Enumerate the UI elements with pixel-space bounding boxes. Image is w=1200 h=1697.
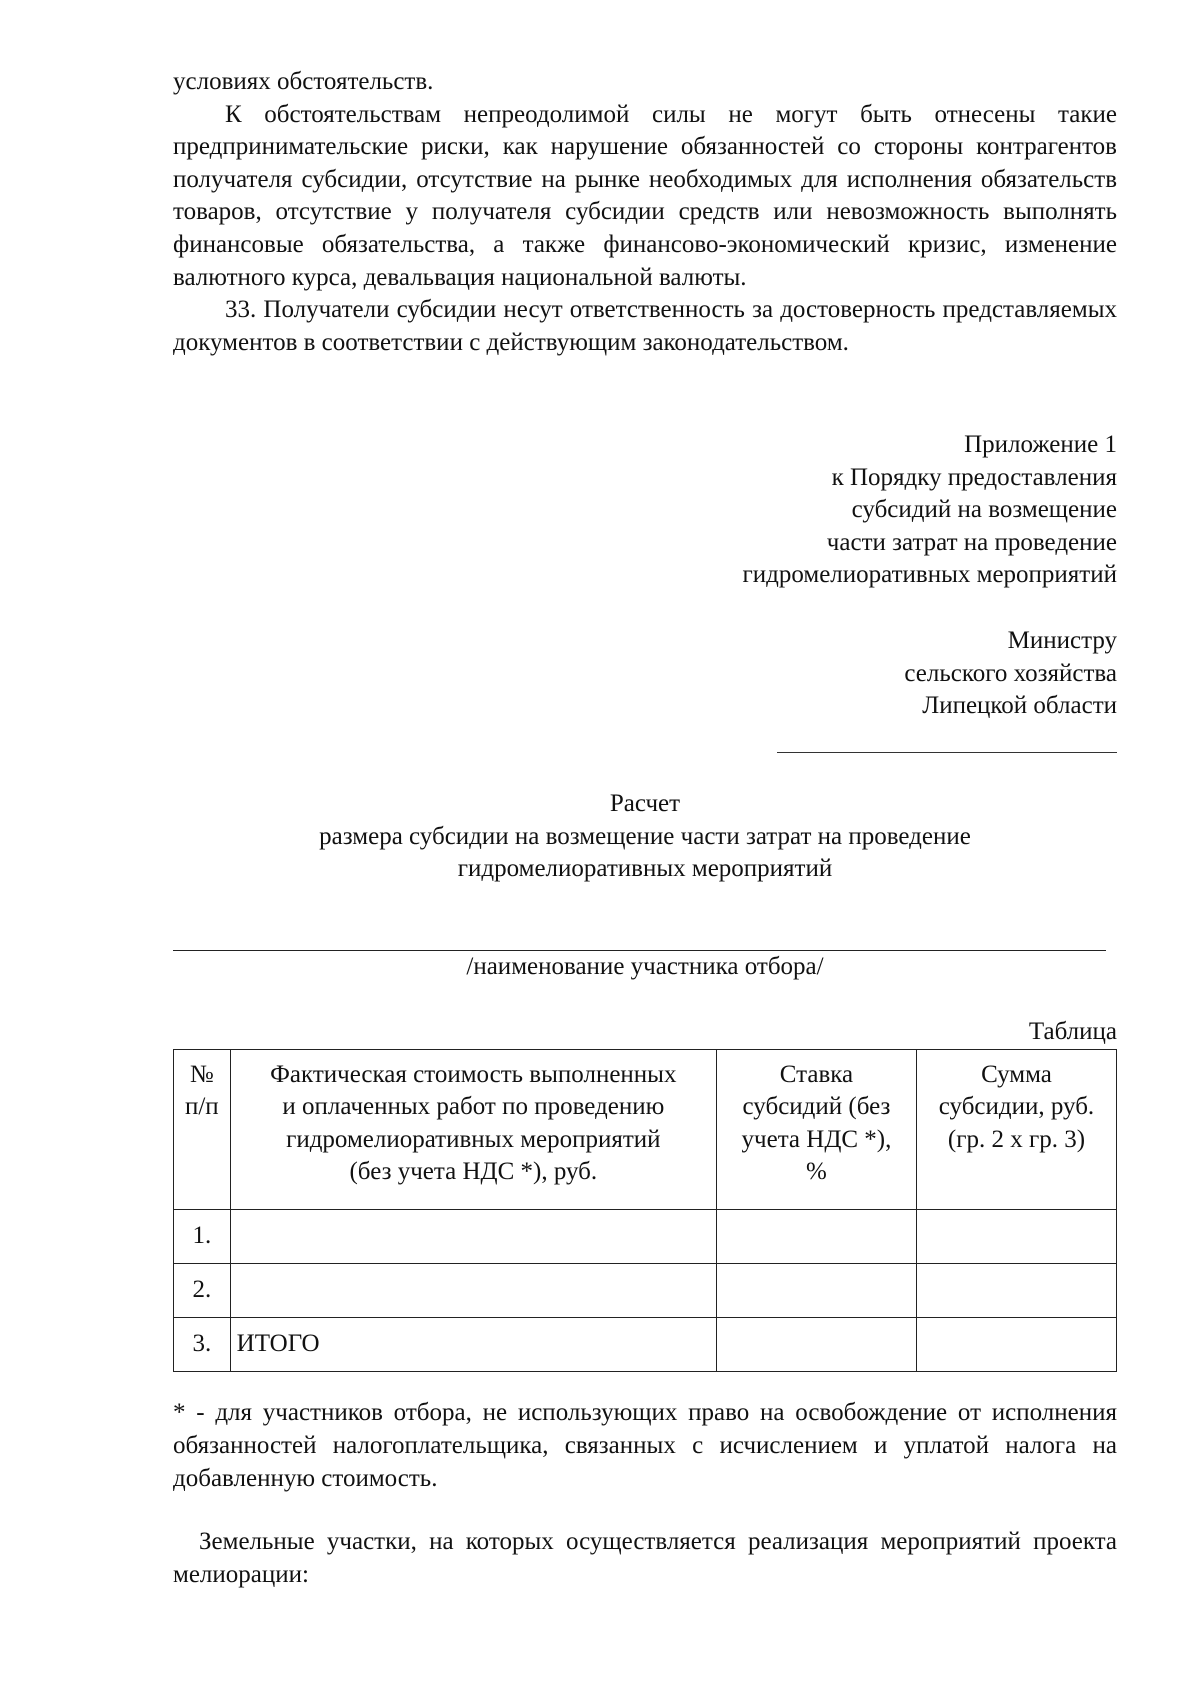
rate-cell [716, 1210, 916, 1264]
land-plots-paragraph: Земельные участки, на которых осуществляется реализация мероприятий проекта мелиорации: [173, 1528, 1117, 1588]
table-row [174, 1210, 1117, 1264]
addressee-signature-line [777, 752, 1117, 753]
sum-cell [916, 1264, 1116, 1318]
document-title [173, 788, 1117, 886]
header-text: № [189, 1061, 214, 1088]
title-line: гидромелиоративных мероприятий [457, 855, 833, 883]
rate-cell [716, 1264, 916, 1318]
header-text: гидромелиоративных мероприятий [286, 1125, 661, 1153]
rate-cell [716, 1318, 916, 1372]
addressee-line: Липецкой области [922, 692, 1117, 720]
header-cell-number [174, 1050, 231, 1210]
header-text: субсидии, руб. [938, 1093, 1095, 1121]
appendix-line: субсидий на возмещение [851, 496, 1117, 524]
sum-cell [916, 1318, 1116, 1372]
header-text: (без учета НДС *), руб. [349, 1158, 598, 1186]
table-label: Таблица [1028, 1018, 1117, 1045]
paragraph-force-majeure: К обстоятельствам непреодолимой силы не могут быть отнесены такие предпринимательские риски, как нарушение обязанностей со стороны контрагентов получателя субсидии, отсутствие на рынке необходимых для исполнения обязательств товаров, отсутствие у получателя субсидии средств или невозможность выполнять финансовые обязательства, а также финансово-экономический кризис, изменение валютного курса, девальвация национальной валюты. [173, 100, 1117, 291]
header-cell-rate [716, 1050, 916, 1210]
header-text: субсидий (без [742, 1093, 891, 1121]
header-text: % [806, 1158, 827, 1186]
addressee-line: сельского хозяйства [904, 659, 1117, 687]
row-number: 1. [174, 1210, 231, 1264]
appendix-line: части затрат на проведение [826, 528, 1117, 556]
header-text: учета НДС *), [741, 1125, 892, 1153]
header-text: п/п [184, 1093, 219, 1121]
header-text: и оплаченных работ по проведению [282, 1093, 665, 1121]
calculation-table [173, 1049, 1117, 1372]
cost-cell [230, 1210, 716, 1264]
header-text: Ставка [779, 1061, 854, 1088]
appendix-header [743, 429, 1118, 592]
table-header-row [174, 1050, 1117, 1210]
title-line: размера субсидии на возмещение части затрат на проведение [319, 822, 971, 850]
row-number: 2. [174, 1264, 231, 1318]
vat-footnote: * - для участников отбора, не использующих право на освобождение от исполнения обязанностей налогоплательщика, связанных с исчислением и уплатой налога на добавленную стоимость. [173, 1399, 1117, 1492]
header-text: Сумма [981, 1061, 1052, 1088]
text-line-conditions: условиях обстоятельств. [173, 68, 434, 95]
cost-cell [230, 1264, 716, 1318]
appendix-line: гидромелиоративных мероприятий [742, 561, 1117, 589]
total-label-cell: ИТОГО [230, 1318, 716, 1372]
header-text: (гр. 2 х гр. 3) [947, 1125, 1086, 1153]
header-cell-cost [230, 1050, 716, 1210]
appendix-line: к Порядку предоставления [831, 463, 1117, 491]
row-number: 3. [174, 1318, 231, 1372]
sum-cell [916, 1210, 1116, 1264]
title-line: Расчет [609, 790, 681, 817]
appendix-line: Приложение 1 [964, 431, 1117, 458]
addressee-block [904, 625, 1117, 723]
participant-name-caption: /наименование участника отбора/ [466, 953, 824, 980]
table-row-total [174, 1318, 1117, 1372]
header-text: Фактическая стоимость выполненных [270, 1061, 677, 1088]
paragraph-33: 33. Получатели субсидии несут ответственность за достоверность представляемых документов в соответствии с действующим законодательством. [173, 296, 1117, 356]
table-row [174, 1264, 1117, 1318]
main-text [173, 66, 1117, 359]
addressee-line: Министру [1007, 627, 1117, 654]
header-cell-sum [916, 1050, 1116, 1210]
